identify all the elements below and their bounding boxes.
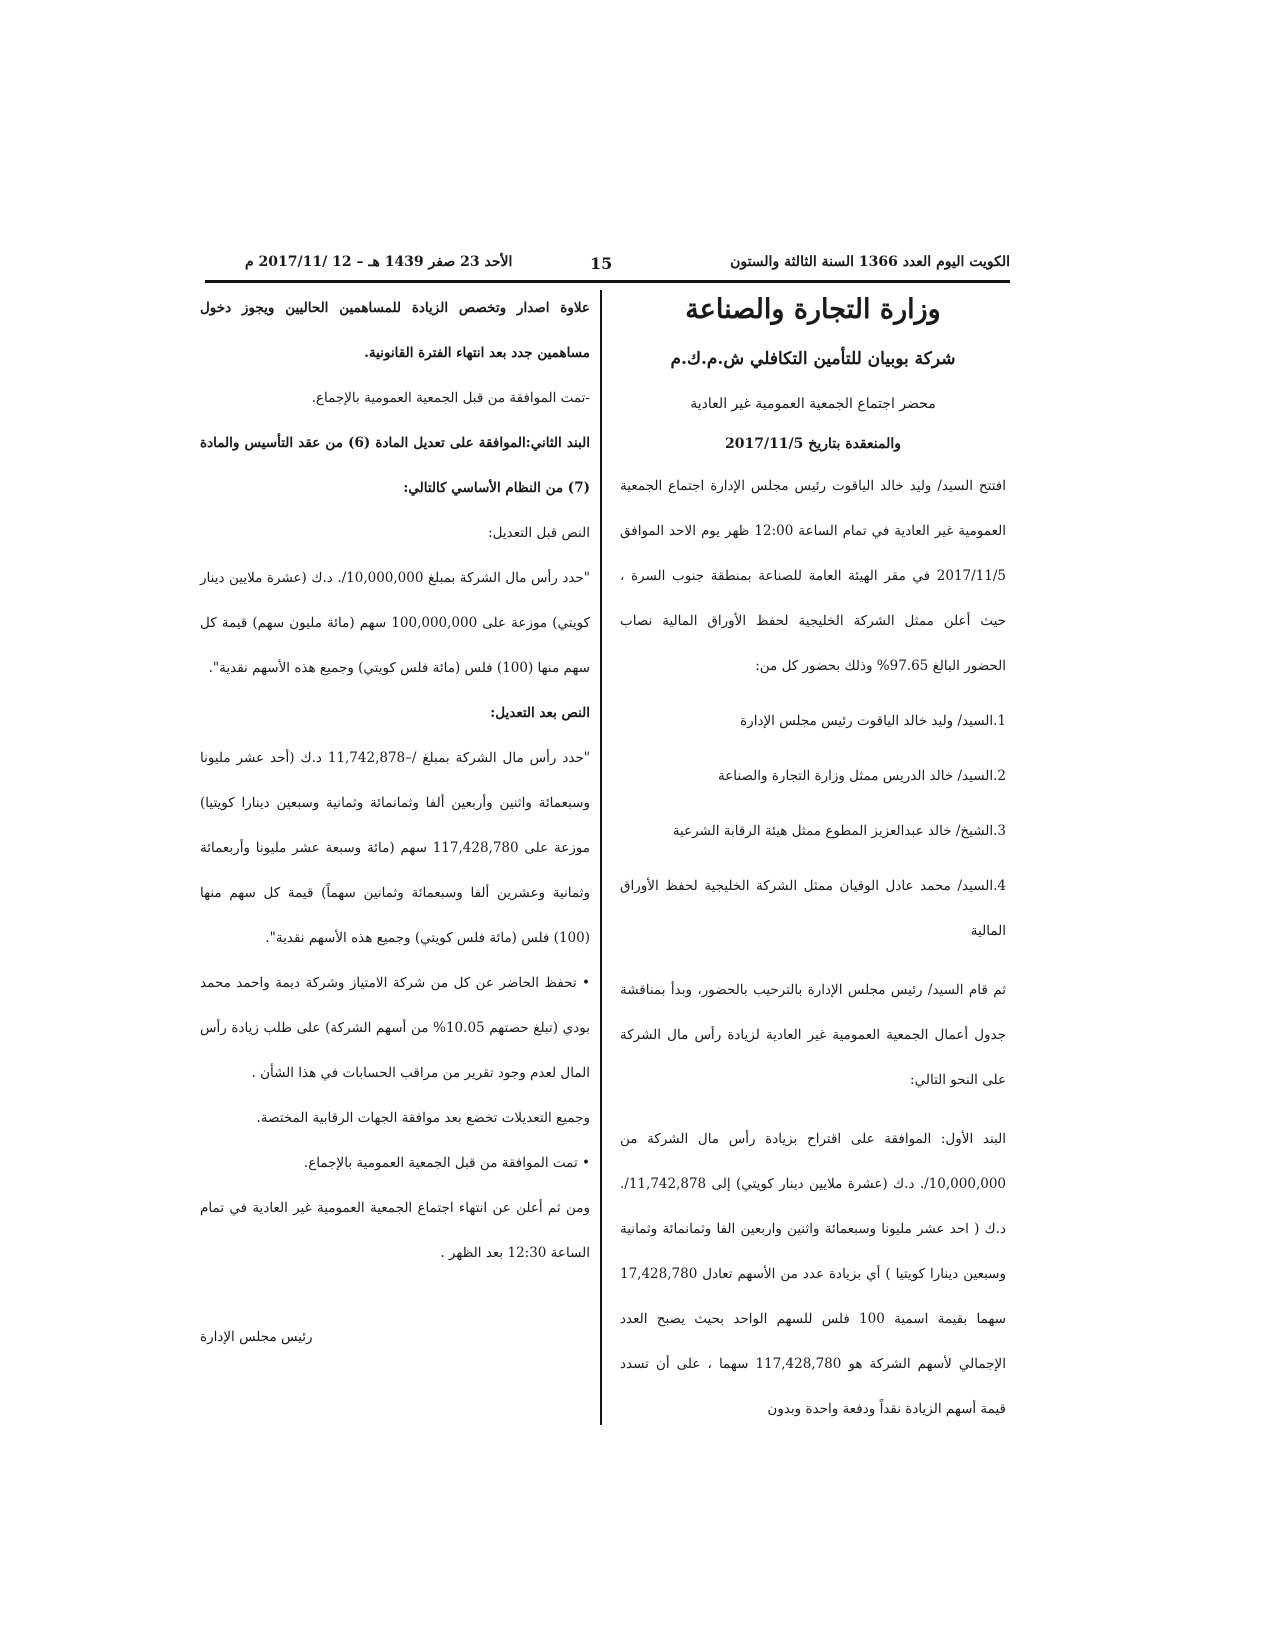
before-amendment-label: النص قبل التعديل: (488, 525, 590, 541)
closing-paragraph: ومن ثم أعلن عن انتهاء اجتماع الجمعية العمومية غير العادية في تمام الساعة 12:30 بعد الظهر . (200, 1200, 590, 1261)
continuation-paragraph: علاوة اصدار وتخصص الزيادة للمساهمين الحاليين ويجوز دخول مساهمين جدد بعد انتهاء الفترة القانونية. (200, 300, 590, 361)
attendee-item: 2.السيد/ خالد الدريس ممثل وزارة التجارة والصناعة (718, 768, 1006, 784)
page-number: 15 (590, 254, 613, 273)
column-divider (600, 290, 602, 1425)
meeting-date: والمنعقدة بتاريخ 2017/11/5 (724, 436, 901, 452)
item-one-paragraph: البند الأول: الموافقة على اقتراح بزيادة رأس مال الشركة من 10,000,000/. د.ك (عشرة ملايين دينار كويتي) إلى 11,742,878/. د.ك ( احد عشر مليونا وسبعمائة واثنين واربعين الفا وثمانمائة وثمانية وسبعين دينارا كويتيا ) أي بزيادة عدد من الأسهم تعادل 17,428,780 سهما بقيمة اسمية 100 فلس للسهم الواحد بحيث يصبح العدد الإجمالي لأسهم الشركة هو 117,428,780 سهما ، على أن تسدد قيمة أسهم الزيادة نقداً ودفعة واحدة وبدون (620, 1131, 1006, 1417)
welcome-paragraph: ثم قام السيد/ رئيس مجلس الإدارة بالترحيب بالحضور، وبدأ بمناقشة جدول أعمال الجمعية العمومية غير العادية لزيادة رأس مال الشركة على النحو التالي: (620, 982, 1006, 1088)
company-name: شركة بوبيان للتأمين التكافلي ش.م.ك.م (670, 349, 956, 369)
approval-note: • تمت الموافقة من قبل الجمعية العمومية بالإجماع. (303, 1155, 590, 1171)
ministry-title: وزارة التجارة والصناعة (685, 294, 941, 325)
attendee-item: 3.الشيخ/ خالد عبدالعزيز المطوع ممثل هيئة الرقابة الشرعية (672, 823, 1006, 839)
attendee-item: 1.السيد/ وليد خالد الياقوت رئيس مجلس الإدارة (740, 713, 1006, 729)
before-amendment-text: "حدد رأس مال الشركة بمبلغ 10,000,000/. د.ك (عشرة ملايين دينار كويتي) موزعة على 100,000,000 سهم (مائة مليون سهم) قيمة كل سهم منها (100) فلس (مائة فلس كويتي) وجميع هذه الأسهم نقدية". (200, 570, 591, 676)
item-two-paragraph: البند الثاني:الموافقة على تعديل المادة (6) من عقد التأسيس والمادة (7) من النظام الأساسي كالتالي: (200, 435, 590, 496)
attendee-item: 4.السيد/ محمد عادل الوقيان ممثل الشركة الخليجية لحفظ الأوراق المالية (620, 878, 1006, 939)
left-column (200, 286, 590, 1276)
after-amendment-text: "حدد رأس مال الشركة بمبلغ /–11,742,878 د.ك (أحد عشر مليونا وسبعمائة واثنين وأربعين ألفا وثمانمائة وثمانية وسبعين دينارا كويتيا) موزعة على 117,428,780 سهم (مائة وسبعة عشر مليونا وأربعمائة وثمانية وعشرين ألفا وسبعمائة وثمانين سهماً) قيمة كل سهم منها (100) فلس (مائة فلس كويتي) وجميع هذه الأسهم نقدية". (200, 750, 591, 946)
page-header (205, 252, 1010, 283)
after-amendment-label: النص بعد التعديل: (490, 705, 590, 721)
signature-title: رئيس مجلس الإدارة (200, 1329, 313, 1345)
minutes-subtitle: محضر اجتماع الجمعية العمومية غير العادية (690, 396, 936, 412)
reservation-paragraph: • تحفظ الحاضر عن كل من شركة الامتياز وشركة ديمة واحمد محمد بودي (تبلغ حصتهم 10.05% من أسهم الشركة) على طلب زيادة رأس المال لعدم وجود تقرير من مراقب الحسابات في هذا الشأن . (200, 975, 590, 1081)
issue-date: الأحد 23 صفر 1439 هـ – 12 /2017/11 م (245, 254, 513, 270)
approval-note: -تمت الموافقة من قبل الجمعية العمومية بالإجماع. (311, 390, 590, 406)
gazette-issue-info: الكويت اليوم العدد 1366 السنة الثالثة والستون (730, 254, 1010, 270)
regulatory-note: وجميع التعديلات تخضع بعد موافقة الجهات الرقابية المختصة. (256, 1110, 590, 1126)
right-column (620, 286, 1006, 1432)
opening-paragraph: افتتح السيد/ وليد خالد الياقوت رئيس مجلس الإدارة اجتماع الجمعية العمومية غير العادية في تمام الساعة 12:00 ظهر يوم الاحد الموافق 2017/11/5 في مقر الهيئة العامة للصناعة بمنطقة جنوب السرة ، حيث أعلن ممثل الشركة الخليجية لحفظ الأوراق المالية نصاب الحضور البالغ 97.65% وذلك بحضور كل من: (620, 478, 1006, 674)
